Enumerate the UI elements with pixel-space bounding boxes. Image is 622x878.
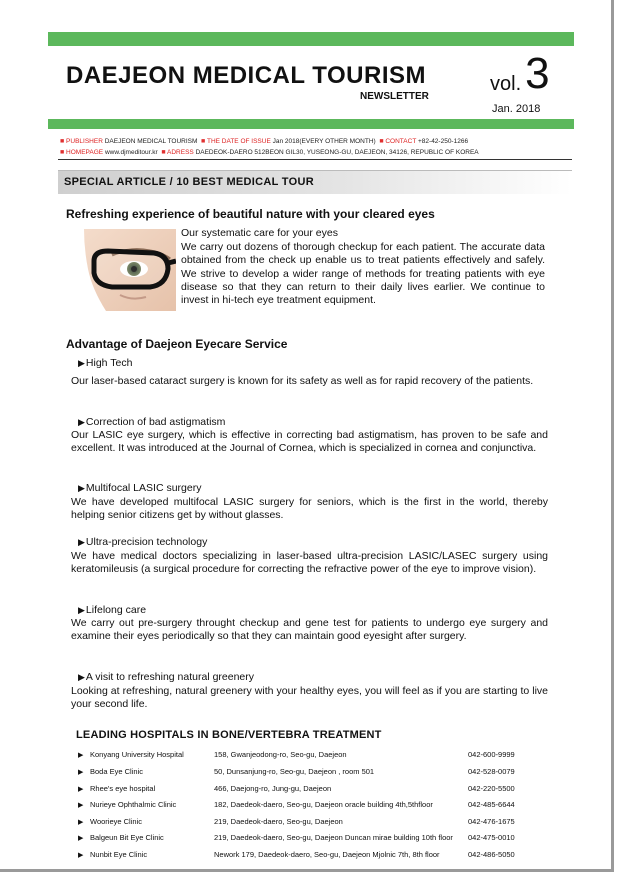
hospital-phone: 042-476-1675: [468, 817, 515, 826]
triangle-bullet-icon: ▶: [78, 852, 84, 859]
address-value: DAEDEOK-DAERO 512BEON GIL30, YUSEONG-GU, DAEJEON, 34126, REPUBLIC OF KOREA: [195, 149, 479, 156]
issue-date: Jan. 2018: [492, 103, 541, 115]
triangle-bullet-icon: ▶: [78, 752, 84, 759]
issue-date-label: THE DATE OF ISSUE: [206, 138, 271, 145]
advantage-title: ▶A visit to refreshing natural greenery: [78, 671, 255, 683]
hospital-row: [78, 784, 515, 798]
issue-date-value: Jan 2018(EVERY OTHER MONTH): [272, 138, 376, 145]
volume-indicator: [490, 49, 550, 98]
masthead-subtitle: NEWSLETTER: [360, 91, 429, 102]
masthead-top-bar: [48, 32, 574, 46]
hospital-row: [78, 850, 515, 864]
advantage-title: ▶Multifocal LASIC surgery: [78, 482, 202, 494]
bullet-square-icon: ■: [60, 149, 65, 156]
hospital-phone: 042-600-9999: [468, 750, 515, 759]
hospital-name: Balgeun Bit Eye Clinic: [90, 833, 164, 842]
article-intro: We carry out dozens of thorough checkup for each patient. The accurate data obtained from the check up enable us to treat patients effectively and safely. We strive to develop a wider range of methods for treating patients with eye disease so that they can return to their daily lives earlier. We continue to invest in hi-tech eye treatment equipment.: [181, 241, 545, 307]
contact-value: +82-42-250-1266: [418, 138, 469, 145]
hospital-row: [78, 800, 515, 814]
triangle-bullet-icon: ▶: [78, 417, 85, 427]
masthead-title: DAEJEON MEDICAL TOURISM: [66, 62, 426, 89]
advantage-text: We carry out pre-surgery throught checkup and gene test for patients to undergo eye surgery and examine their eyes periodically so that they can maintain good eyesight after surgery.: [71, 617, 548, 643]
masthead-bottom-bar: [48, 119, 574, 129]
volume-number: 3: [525, 49, 550, 98]
hospital-row: [78, 817, 515, 831]
address-label: ADRESS: [167, 149, 194, 156]
header-divider: [58, 159, 572, 160]
advantage-text: We have developed multifocal LASIC surgery for seniors, which is the first in the world, thereby helping senior citizens get by without glasses.: [71, 496, 548, 522]
triangle-bullet-icon: ▶: [78, 605, 85, 615]
triangle-bullet-icon: ▶: [78, 802, 84, 809]
hospital-phone: 042-220-5500: [468, 784, 515, 793]
hospital-name: Boda Eye Clinic: [90, 767, 143, 776]
volume-label: vol.: [490, 73, 522, 95]
hospital-phone: 042-528-0079: [468, 767, 515, 776]
article-subheading: Our systematic care for your eyes: [181, 227, 338, 239]
hospital-name: Konyang University Hospital: [90, 750, 184, 759]
triangle-bullet-icon: ▶: [78, 672, 85, 682]
homepage-info-line: [60, 149, 479, 156]
hospital-phone: 042-475-0010: [468, 833, 515, 842]
hospital-name: Nurieye Ophthalmic Clinic: [90, 800, 177, 809]
publisher-info-line: [60, 138, 468, 145]
bullet-square-icon: ■: [161, 149, 166, 156]
triangle-bullet-icon: ▶: [78, 537, 85, 547]
hospital-phone: 042-486-5050: [468, 850, 515, 859]
homepage-label: HOMEPAGE: [66, 149, 104, 156]
bullet-square-icon: ■: [60, 138, 65, 145]
hospitals-heading: LEADING HOSPITALS IN BONE/VERTEBRA TREATMENT: [76, 729, 382, 741]
hospital-row: [78, 767, 515, 781]
advantage-title: ▶High Tech: [78, 357, 133, 369]
hospital-name: Woorieye Clinic: [90, 817, 142, 826]
advantage-title: ▶Lifelong care: [78, 604, 147, 616]
advantage-text: Looking at refreshing, natural greenery with your healthy eyes, you will feel as if you are starting to live your second life.: [71, 685, 548, 711]
hospital-address: 219, Daedeok-daero, Seo-gu, Daejeon Duncan mirae building 10th floor: [214, 833, 453, 842]
homepage-link[interactable]: www.djmeditour.kr: [104, 149, 158, 156]
hospital-address: 219, Daedeok-daero, Seo-gu, Daejeon: [214, 817, 343, 826]
article-heading: Refreshing experience of beautiful nature with your cleared eyes: [66, 207, 435, 221]
hospital-phone: 042-485-6644: [468, 800, 515, 809]
section-bar: [58, 170, 572, 194]
triangle-bullet-icon: ▶: [78, 819, 84, 826]
hospital-address: 50, Dunsanjung-ro, Seo-gu, Daejeon , room 501: [214, 767, 375, 776]
hospital-address: 182, Daedeok-daero, Seo-gu, Daejeon oracle building 4th,5thfloor: [214, 800, 433, 809]
hospital-address: 158, Gwanjeodong-ro, Seo-gu, Daejeon: [214, 750, 347, 759]
triangle-bullet-icon: ▶: [78, 769, 84, 776]
advantage-text: We have medical doctors specializing in laser-based ultra-precision LASIC/LASEC surgery using keratomileusis (a surgical procedure for correcting the refractive power of the eye to improve vision).: [71, 550, 548, 576]
hospital-name: Nunbit Eye Clinic: [90, 850, 148, 859]
publisher-value: DAEJEON MEDICAL TOURISM: [104, 138, 198, 145]
hospital-row: [78, 833, 515, 847]
section-title: SPECIAL ARTICLE / 10 BEST MEDICAL TOUR: [64, 176, 314, 188]
triangle-bullet-icon: ▶: [78, 483, 85, 493]
advantage-title: ▶Ultra-precision technology: [78, 536, 208, 548]
publisher-label: PUBLISHER: [66, 138, 103, 145]
triangle-bullet-icon: ▶: [78, 835, 84, 842]
eyeglasses-photo: [72, 229, 176, 311]
hospital-name: Rhee's eye hospital: [90, 784, 156, 793]
triangle-bullet-icon: ▶: [78, 358, 85, 368]
hospital-address: Nework 179, Daedeok-daero, Seo-gu, Daejeon Mjolnic 7th, 8th floor: [214, 850, 440, 859]
hospital-row: [78, 750, 515, 764]
bullet-square-icon: ■: [379, 138, 384, 145]
advantage-text: Our laser-based cataract surgery is known for its safety as well as for rapid recovery of the patients.: [71, 375, 534, 387]
hospital-address: 466, Daejong-ro, Jung-gu, Daejeon: [214, 784, 332, 793]
contact-label: CONTACT: [385, 138, 417, 145]
advantage-text: Our LASIC eye surgery, which is effective in correcting bad astigmatism, has proven to be safe and excellent. It was introduced at the Journal of Cornea, which is specialized in cornea and conjunctiva.: [71, 429, 548, 455]
bullet-square-icon: ■: [201, 138, 206, 145]
triangle-bullet-icon: ▶: [78, 786, 84, 793]
advantage-title: ▶Correction of bad astigmatism: [78, 416, 226, 428]
advantages-heading: Advantage of Daejeon Eyecare Service: [66, 337, 288, 351]
eyeglasses-image: [72, 229, 176, 311]
